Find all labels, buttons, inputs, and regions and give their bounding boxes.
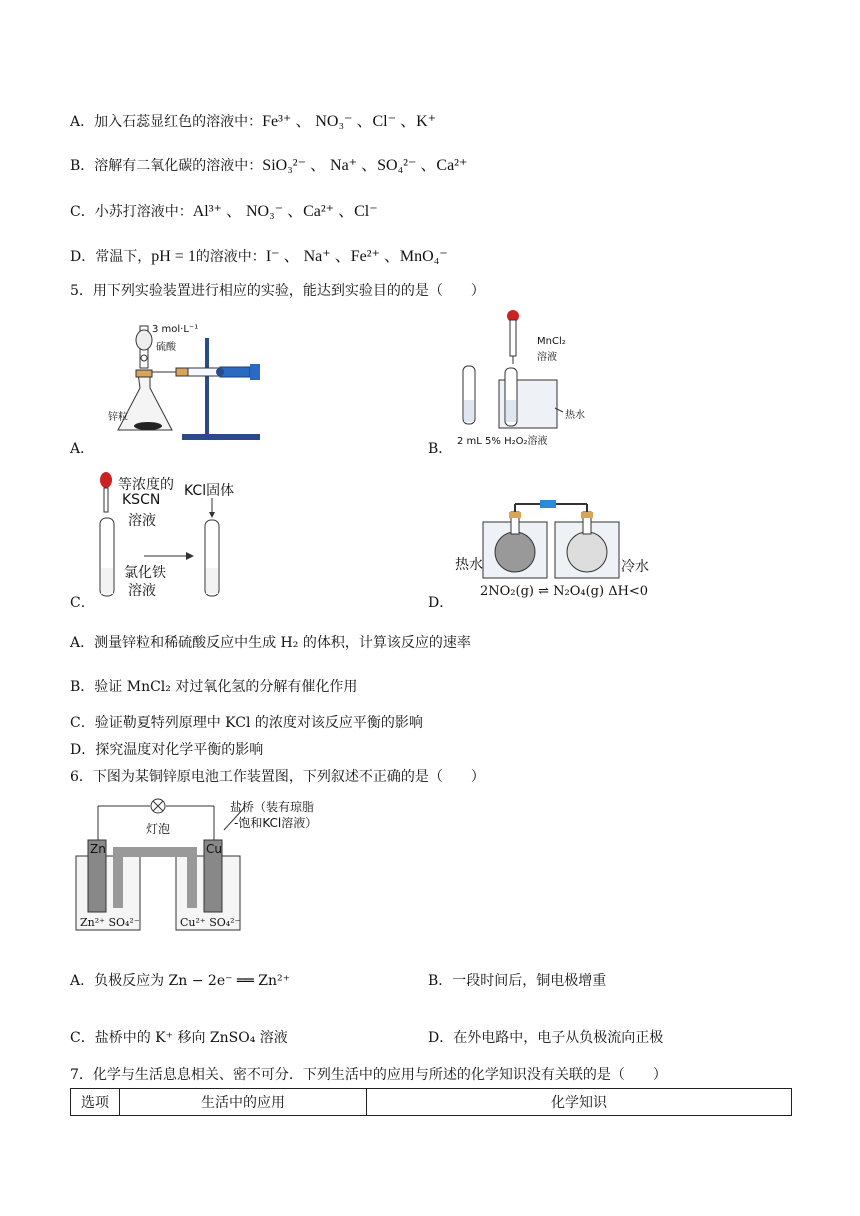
q6-option-d: D．在外电路中，电子从负极流向正极 [428, 1030, 664, 1046]
fig-d-cold: 冷水 [621, 559, 649, 575]
fig-b-reagent-state: 溶液 [537, 352, 557, 363]
q5-option-b: B．验证 MnCl₂ 对过氧化氢的分解有催化作用 [70, 679, 358, 695]
q5-option-a: A．测量锌粒和稀硫酸反应中生成 H₂ 的体积，计算该反应的速率 [70, 635, 471, 651]
fig-c-line1: 等浓度的 [118, 477, 174, 493]
q4-option-a: A．加入石蕊显红色的溶液中：Fe³⁺ 、 NO₃⁻ 、Cl⁻ 、K⁺ [70, 113, 437, 130]
q6-bridge-label-2: -饱和KCl溶液） [234, 816, 318, 830]
q6-cu-label: Cu [206, 842, 222, 856]
fig-c-fecl3-1: 氯化铁 [124, 565, 166, 581]
q7-table [70, 1088, 792, 1116]
fig-c-line2: KSCN [122, 492, 161, 508]
fig-b-h2o2: 2 mL 5% H₂O₂溶液 [457, 436, 548, 447]
q6-option-c: C．盐桥中的 K⁺ 移向 ZnSO₄ 溶液 [70, 1030, 288, 1046]
q6-zn-solution: Zn²⁺ SO₄²⁻ [80, 916, 140, 929]
fig-d-hot: 热水 [455, 557, 483, 573]
q6-option-a: A．负极反应为 Zn − 2e⁻ ══ Zn²⁺ [70, 973, 291, 989]
table-header-row [71, 1089, 792, 1116]
q5-figure-c [94, 470, 254, 604]
table-header-application: 生活中的应用 [120, 1089, 367, 1116]
q6-option-b: B．一段时间后，铜电极增重 [428, 973, 607, 989]
q5-fig-label-b: B． [428, 441, 453, 457]
fig-c-fecl3-2: 溶液 [128, 583, 156, 599]
fig-b-reagent: MnCl₂ [537, 336, 566, 347]
fig-a-acid: 硫酸 [156, 342, 176, 353]
fig-c-line3: 溶液 [128, 513, 156, 529]
q5-option-d: D．探究温度对化学平衡的影响 [70, 742, 264, 758]
fig-d-equation: 2NO₂(g) ⇌ N₂O₄(g) ΔH<0 [480, 584, 649, 599]
q5-option-c: C．验证勒夏特列原理中 KCl 的浓度对该反应平衡的影响 [70, 715, 423, 731]
q5-figure-d [455, 492, 655, 591]
q7-stem: 7．化学与生活息息相关、密不可分．下列生活中的应用与所述的化学知识没有关联的是（ ） [70, 1067, 667, 1083]
q6-stem: 6．下图为某铜锌原电池工作装置图，下列叙述不正确的是（ ） [70, 769, 485, 785]
table-header-knowledge: 化学知识 [367, 1089, 792, 1116]
fig-c-kcl: KCl固体 [184, 483, 235, 499]
q5-stem: 5．用下列实验装置进行相应的实验，能达到实验目的的是（ ） [70, 283, 485, 299]
q6-figure [74, 798, 324, 942]
fig-a-acid-conc: 3 mol·L⁻¹ [152, 324, 199, 335]
q5-fig-label-a: A． [70, 441, 95, 457]
fig-a-zinc: 锌粒 [108, 412, 128, 423]
q5-figure-a [110, 318, 290, 447]
table-header-option: 选项 [71, 1089, 120, 1116]
q5-fig-label-d: D． [428, 595, 454, 611]
q6-bulb-label: 灯泡 [146, 822, 171, 836]
q4-option-b: B．溶解有二氧化碳的溶液中：SiO₃²⁻ 、 Na⁺ 、SO₄²⁻ 、Ca²⁺ [70, 157, 468, 174]
q6-zn-label: Zn [90, 842, 106, 856]
q4-option-c: C．小苏打溶液中：Al³⁺ 、 NO₃⁻ 、Ca²⁺ 、Cl⁻ [70, 203, 378, 220]
q5-figure-b [455, 308, 635, 447]
q4-option-d: D．常温下，pH = 1的溶液中：I⁻ 、 Na⁺ 、Fe²⁺ 、MnO₄⁻ [70, 248, 448, 265]
fig-b-hot-water: 热水 [565, 410, 585, 421]
q5-fig-label-c: C． [70, 595, 95, 611]
q6-bridge-label-1: 盐桥（装有琼脂 [230, 800, 315, 814]
q6-cu-solution: Cu²⁺ SO₄²⁻ [180, 916, 241, 929]
